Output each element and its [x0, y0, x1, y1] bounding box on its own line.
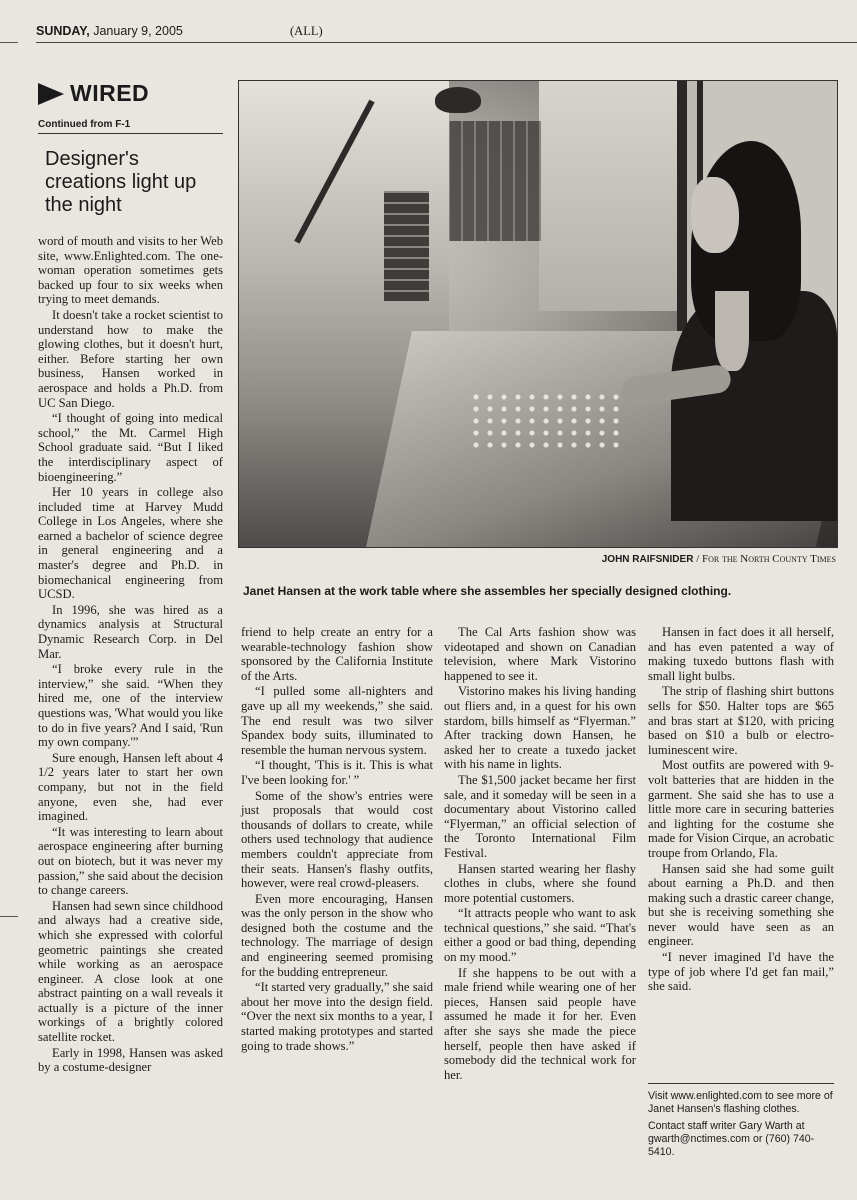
paragraph: Hansen had sewn since childhood and always had a creative side, which she expressed with colorful geometric paintings she created while working as an aerospace engineer. A close look at one abstract painting on a wall reveals it actually is a picture of the inner workings of a brightly colored satellite rocket. — [38, 898, 223, 1045]
paragraph: “I pulled some all-nighters and gave up all my weekends,” she said. The end result was two silver Spandex body suits, illuminated to resemble the human nervous system. — [241, 684, 433, 757]
page-folio — [36, 24, 837, 44]
paragraph: “I broke every rule in the interview,” she said. “When they hired me, one of the interview questions was, 'What would you like to do in five years? And I said, 'Run my own company.'” — [38, 662, 223, 750]
paragraph: “I thought, 'This is it. This is what I've been looking for.' ” — [241, 758, 433, 787]
paragraph: It doesn't take a rocket scientist to understand how to make the glowing clothes, but it doesn't hurt, either. Before starting her own business, Hansen worked in aerospace and holds a Ph.D. from UC San Diego. — [38, 307, 223, 410]
section-name: WIRED — [70, 80, 150, 106]
photo-components — [469, 391, 619, 451]
article-column-4 — [648, 625, 834, 995]
photo-credit — [238, 553, 836, 565]
paragraph: word of mouth and visits to her Web site, www.Enlighted.com. The one-woman operation sometimes gets backed up four to six weeks when trying to meet demands. — [38, 234, 223, 307]
photo-credit-name: JOHN RAIFSNIDER — [601, 554, 694, 565]
story-header — [38, 80, 223, 221]
sidebar-contact: Contact staff writer Gary Warth at gwarth@nctimes.com or (760) 740-5410. — [648, 1120, 815, 1158]
photo-person — [671, 141, 837, 548]
photo-lamp — [435, 87, 481, 113]
arrow-icon — [38, 83, 64, 105]
paragraph: The Cal Arts fashion show was videotaped and shown on Canadian television, where Mark Vistorino happened to see it. — [444, 625, 636, 683]
photo-shelf — [384, 191, 429, 301]
continued-line: Continued from F-1 — [38, 119, 223, 134]
article-column-2 — [241, 625, 433, 1054]
article-photo — [238, 80, 838, 548]
paragraph: The strip of flashing shirt buttons sells for $50. Halter tops are $65 and bras start at $120, with pricing based on $10 a bulb or electro-luminescent wire. — [648, 684, 834, 757]
paragraph: The $1,500 jacket became her first sale, and it someday will be seen in a documentary about Vistorino called “Flyerman,” an official selection of the Toronto International Film Festival. — [444, 772, 636, 860]
photo-person-face — [691, 177, 739, 253]
photo-person-neck — [715, 291, 749, 371]
paragraph: Hansen in fact does it all herself, and has even patented a way of making tuxedo buttons flash with small light bulbs. — [648, 625, 834, 683]
paragraph: Hansen said she had some guilt about earning a Ph.D. and then making such a drastic career change, but she is receiving something she never would have seen as an engineer. — [648, 861, 834, 949]
paragraph: “It started very gradually,” she said about her move into the design field. “Over the next six months to a year, I started making prototypes and started going to trade shows.” — [241, 980, 433, 1053]
paragraph: friend to help create an entry for a wearable-technology fashion show sponsored by the California Institute of the Arts. — [241, 625, 433, 683]
crop-mark — [0, 916, 18, 917]
paragraph: “It was interesting to learn about aerospace engineering after burning out on biotech, but it was never my passion,” she said about the decision to change careers. — [38, 824, 223, 898]
article-column-3 — [444, 625, 636, 1083]
folio-edition: (ALL) — [290, 24, 323, 38]
paragraph: In 1996, she was hired as a dynamics analysis at Structural Dynamic Research Corp. in Del Mar. — [38, 602, 223, 661]
sidebar-rule — [648, 1083, 834, 1084]
paragraph: Early in 1998, Hansen was asked by a costume-designer — [38, 1045, 223, 1075]
section-header — [38, 80, 223, 107]
paragraph: Some of the show's entries were just proposals that would cost thousands of dollars to create, while others used technology that audience members couldn't appreciate from their seats. Hansen's flashy outfits, however, were real crowd-pleasers. — [241, 788, 433, 891]
folio-rule — [36, 42, 857, 43]
paragraph: Sure enough, Hansen left about 4 1/2 years later to start her own company, but not in the field anyone, even she, had ever imagined. — [38, 750, 223, 824]
headline: Designer's creations light up the night — [45, 148, 197, 216]
photo-credit-org: / For the North County Times — [696, 553, 836, 565]
photo-wall — [539, 81, 679, 311]
paragraph: Even more encouraging, Hansen was the only person in the show who designed both the costume and the technology. The marriage of design and engineering seemed promising for the budding entrepreneur. — [241, 891, 433, 979]
paragraph: Her 10 years in college also included time at Harvey Mudd College in Los Angeles, where she earned a bachelor of science degree in general engineering and a master's degree and Ph.D. in biomechanical engineering from UCSD. — [38, 485, 223, 602]
paragraph: “It attracts people who want to ask technical questions,” she said. “That's either a good or bad thing, depending on my mood.” — [444, 906, 636, 965]
paragraph: “I never imagined I'd have the type of job where I'd get fan mail,” she said. — [648, 950, 834, 994]
paragraph: “I thought of going into medical school,” the Mt. Carmel High School graduate said. “But I liked the interdisciplinary aspect of bioengineering.” — [38, 411, 223, 484]
paragraph: Most outfits are powered with 9-volt batteries that are hidden in the garment. She said she has to use a little more care in securing batteries and lighting for the costume she made for Vision Cirque, an acrobatic troupe from Orlando, Fla. — [648, 758, 834, 860]
article-column-1 — [38, 234, 223, 1076]
paragraph: Hansen started wearing her flashy clothes in clubs, where she found more potential customers. — [444, 861, 636, 905]
folio-day: SUNDAY, — [36, 24, 90, 38]
paragraph: If she happens to be out with a male friend while wearing one of her pieces, Hansen said people have assumed he made it for her. Even after she says she made the piece herself, people then have asked if somebody did the technical work for her. — [444, 965, 636, 1082]
photo-caption: Janet Hansen at the work table where she assembles her specially designed clothing. — [243, 584, 732, 598]
crop-mark — [0, 42, 18, 43]
info-sidebar — [648, 1090, 834, 1163]
folio-date: January 9, 2005 — [93, 24, 183, 38]
paragraph: Vistorino makes his living handing out fliers and, in a quest for his own stardom, bills himself as “Flyerman.” After tracking down Hansen, he asked her to create a tuxedo jacket with his name in lights. — [444, 684, 636, 772]
sidebar-visit: Visit www.enlighted.com to see more of Janet Hansen's flashing clothes. — [648, 1090, 833, 1115]
photo-parts-cabinet — [437, 121, 541, 241]
